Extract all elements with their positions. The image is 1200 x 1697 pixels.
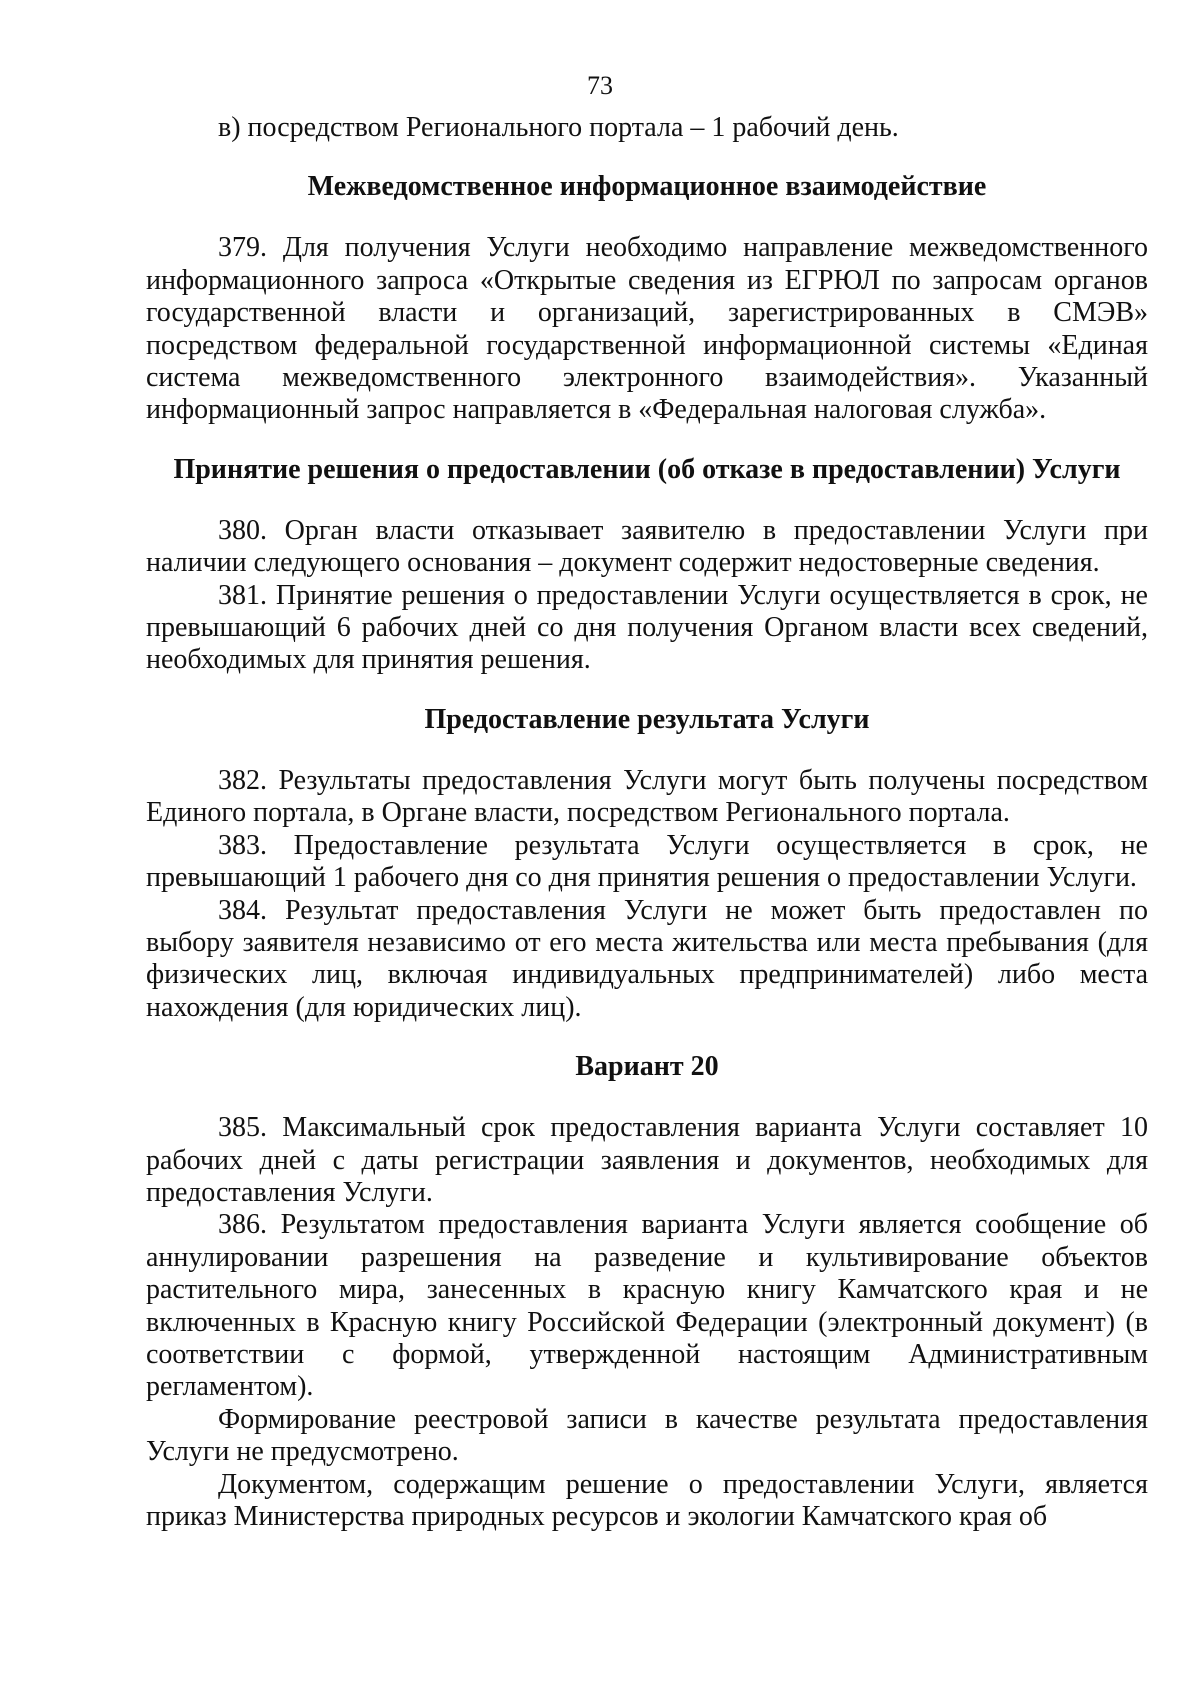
paragraph-384: 384. Результат предоставления Услуги не может быть предоставлен по выбору заявителя независимо от его места жительства или места пребывания (для физических лиц, включая индивидуальных предпринимателей) либо места нахождения (для юридических лиц). (146, 894, 1148, 1023)
spacer (146, 677, 1148, 703)
paragraph-381: 381. Принятие решения о предоставлении Услуги осуществляется в срок, не превышающий 6 рабочих дней со дня получения Органом власти всех сведений, необходимых для принятия решения. (146, 579, 1148, 676)
spacer (146, 144, 1148, 170)
paragraph-379: 379. Для получения Услуги необходимо направление межведомственного информационного запроса «Открытые сведения из ЕГРЮЛ по запросам органов государственной власти и организаций, зарегистрированных в СМЭВ» посредством федеральной государственной информационной системы «Единая система межведомственного электронного взаимодействия». Указанный информационный запрос направляется в «Федеральная налоговая служба». (146, 232, 1148, 426)
heading-variant-20: Вариант 20 (575, 1051, 719, 1083)
heading-interagency: Межведомственное информационное взаимодействие (307, 171, 987, 203)
heading-decision: Принятие решения о предоставлении (об отказе в предоставлении) Услуги (173, 453, 1121, 485)
paragraph-380: 380. Орган власти отказывает заявителю в предоставлении Услуги при наличии следующего основания – документ содержит недостоверные сведения. (146, 514, 1148, 579)
spacer (146, 427, 1148, 453)
spacer (146, 1084, 1148, 1112)
intro-line: в) посредством Регионального портала – 1 рабочий день. (218, 112, 899, 143)
spacer (146, 487, 1148, 515)
spacer (146, 204, 1148, 232)
paragraph-decision-document: Документом, содержащим решение о предоставлении Услуги, является приказ Министерства природных ресурсов и экологии Камчатского края об (146, 1468, 1148, 1532)
heading-result: Предоставление результата Услуги (424, 703, 870, 735)
page-number: 73 (587, 71, 613, 100)
paragraph-386: 386. Результатом предоставления варианта Услуги является сообщение об аннулировании разрешения на разведение и культивирование объектов растительного мира, занесенных в красную книгу Камчатского края и не включенных в Красную книгу Российской Федерации (электронный документ) (в соответствии с формой, утвержденной настоящим Административным регламентом). (146, 1209, 1148, 1403)
paragraph-385: 385. Максимальный срок предоставления варианта Услуги составляет 10 рабочих дней с даты регистрации заявления и документов, необходимых для предоставления Услуги. (146, 1112, 1148, 1208)
paragraph-registry-record: Формирование реестровой записи в качестве результата предоставления Услуги не предусмотрено. (146, 1403, 1148, 1468)
spacer (146, 1024, 1148, 1050)
spacer (146, 737, 1148, 765)
document-body (146, 112, 1148, 1533)
paragraph-383: 383. Предоставление результата Услуги осуществляется в срок, не превышающий 1 рабочего дня со дня принятия решения о предоставлении Услуги. (146, 829, 1148, 894)
paragraph-382: 382. Результаты предоставления Услуги могут быть получены посредством Единого портала, в Органе власти, посредством Регионального портала. (146, 764, 1148, 829)
